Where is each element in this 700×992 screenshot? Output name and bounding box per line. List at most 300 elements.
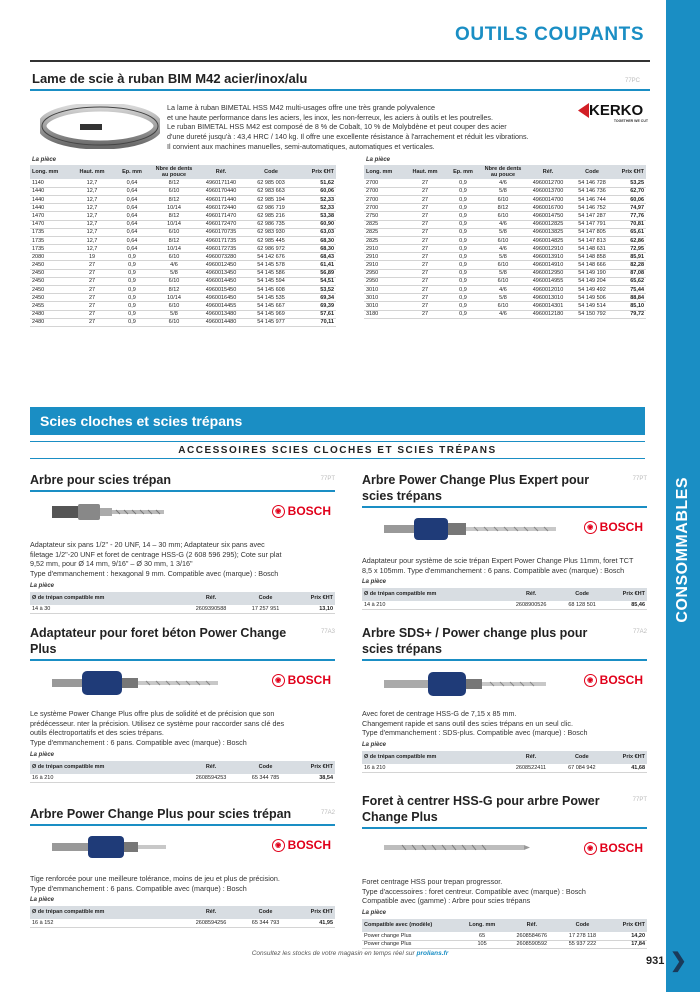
product-card — [30, 625, 335, 800]
table-cell: 65 344 785 — [240, 774, 292, 782]
table-cell: 56,89 — [298, 269, 336, 277]
table-row — [30, 774, 335, 782]
table-cell: 53,38 — [298, 212, 336, 220]
product-la-piece: La pièce — [362, 910, 387, 916]
product-la-piece: La pièce — [30, 583, 55, 589]
table-cell: 2608594253 — [183, 774, 240, 782]
bosch-logo: ◉ BOSCH — [584, 520, 643, 534]
table-cell: 62 985 003 — [244, 179, 298, 187]
table-cell: 54 142 676 — [244, 253, 298, 261]
table-cell: 6/10 — [480, 277, 526, 285]
table-cell: 4960170735 — [198, 228, 244, 236]
table-cell: 62 983 930 — [244, 228, 298, 236]
table-cell: 6/10 — [150, 302, 198, 310]
table-cell: 54 146 728 — [570, 179, 614, 187]
product-la-piece: La pièce — [362, 579, 387, 585]
table-cell: 52,33 — [298, 204, 336, 212]
footer-link[interactable]: prolians.fr — [416, 950, 449, 957]
table-cell: 5/8 — [480, 253, 526, 261]
table-row — [364, 220, 646, 228]
table-cell: 60,06 — [614, 195, 646, 203]
table-cell: 27 — [70, 302, 114, 310]
table-cell: 12,7 — [70, 245, 114, 253]
table-cell: 5/8 — [480, 187, 526, 195]
table-cell: 54 148 631 — [570, 245, 614, 253]
table-row — [30, 253, 336, 261]
table-cell: 0,64 — [114, 204, 150, 212]
kerko-icon — [578, 103, 589, 118]
table-cell: 0,64 — [114, 220, 150, 228]
product-table: Ø de trépan compatible mm Réf. Code Prix €HT 16 à 210 2608522411 67 084 942 41,68 — [362, 751, 647, 773]
table-cell: 62 985 194 — [244, 195, 298, 203]
table-cell: 62,70 — [614, 187, 646, 195]
table-cell: 87,08 — [614, 269, 646, 277]
table-cell: 70,11 — [298, 318, 336, 326]
table-cell: 0,9 — [114, 286, 150, 294]
table-cell: 12,7 — [70, 228, 114, 236]
table-cell: 27 — [404, 302, 446, 310]
table-cell: 1440 — [30, 204, 70, 212]
table-cell: 6/10 — [150, 187, 198, 195]
table-cell: 2700 — [364, 179, 404, 187]
table-cell: 2455 — [30, 302, 70, 310]
table-cell: 2608594256 — [183, 919, 240, 927]
table-cell: 54 146 736 — [570, 187, 614, 195]
table-cell: 2450 — [30, 261, 70, 269]
table-cell: 41,68 — [606, 764, 647, 772]
product-code: 77A2 — [632, 629, 647, 635]
kerko-logo: KERKO TOGETHER WE CUT — [578, 102, 648, 123]
product-title: Arbre SDS+ / Power change plus pour scies trépans — [362, 626, 588, 656]
table-row — [364, 286, 646, 294]
product-image — [382, 514, 562, 549]
product-description: Foret centrage HSS pour trepan progressor. Type d'accessoires : foret centreur. Compatible avec (marque) : Bosch Compatible avec (gamme) : Arbre pour scies trépans — [362, 877, 586, 906]
table-cell: 12,7 — [70, 220, 114, 228]
table-row — [364, 212, 646, 220]
table-cell: 69,39 — [298, 302, 336, 310]
table-cell: 1735 — [30, 245, 70, 253]
product-la-piece: La pièce — [30, 752, 55, 758]
table-cell: 63,03 — [298, 228, 336, 236]
table-cell: 4960172470 — [198, 220, 244, 228]
table-cell: 27 — [404, 236, 446, 244]
bosch-icon: ◉ — [272, 674, 285, 687]
bandsaw-la-piece-right: La pièce — [366, 157, 391, 163]
product-image — [382, 667, 552, 706]
product-title-line — [30, 659, 335, 661]
table-cell: 16 à 210 — [30, 774, 183, 782]
table-cell: 4/6 — [480, 286, 526, 294]
table-cell: 0,9 — [446, 220, 480, 228]
table-cell: 53,25 — [614, 179, 646, 187]
table-row — [30, 310, 336, 318]
table-cell: 54 149 492 — [570, 286, 614, 294]
product-title: Foret à centrer HSS-G pour arbre Power Change Plus — [362, 794, 600, 824]
table-row — [30, 318, 336, 326]
table-cell: 4960171470 — [198, 212, 244, 220]
table-row — [30, 919, 335, 927]
table-cell: 72,95 — [614, 245, 646, 253]
table-cell: 4960012910 — [526, 245, 570, 253]
bandsaw-la-piece-left: La pièce — [32, 157, 57, 163]
product-card — [30, 472, 335, 612]
bosch-icon: ◉ — [272, 505, 285, 518]
table-cell: 0,9 — [114, 318, 150, 326]
product-table: Ø de trépan compatible mm Réf. Code Prix €HT 14 à 30 2609390588 17 257 951 13,10 — [30, 592, 335, 614]
table-cell: 5/8 — [150, 269, 198, 277]
table-cell: 60,06 — [298, 187, 336, 195]
table-cell: 85,46 — [606, 601, 647, 609]
table-cell: 27 — [70, 318, 114, 326]
table-cell: 4960014750 — [526, 212, 570, 220]
side-tab-label: CONSOMMABLES — [674, 477, 691, 623]
table-cell: 2700 — [364, 204, 404, 212]
bosch-logo: ◉ BOSCH — [272, 504, 331, 518]
table-cell: 3010 — [364, 294, 404, 302]
page-title: OUTILS COUPANTS — [455, 24, 645, 45]
table-cell: 74,97 — [614, 204, 646, 212]
table-row — [364, 228, 646, 236]
table-row — [30, 228, 336, 236]
product-code: 77A3 — [320, 629, 335, 635]
section-banner: Scies cloches et scies trépans — [30, 407, 645, 435]
table-cell: 6/10 — [150, 253, 198, 261]
table-cell: 12,7 — [70, 204, 114, 212]
table-cell: 2450 — [30, 294, 70, 302]
table-row — [30, 187, 336, 195]
table-cell: 4960171140 — [198, 179, 244, 187]
table-cell: 70,81 — [614, 220, 646, 228]
table-cell: 65 — [459, 932, 505, 940]
product-card — [30, 806, 335, 941]
bosch-logo: ◉ BOSCH — [584, 673, 643, 687]
table-cell: 4960014480 — [198, 318, 244, 326]
table-cell: 54 149 514 — [570, 302, 614, 310]
table-cell: 0,9 — [114, 261, 150, 269]
table-cell: 8/12 — [150, 286, 198, 294]
table-cell: 4960172440 — [198, 204, 244, 212]
table-cell: 4/6 — [480, 310, 526, 318]
product-card — [362, 625, 647, 790]
table-cell: 4960073280 — [198, 253, 244, 261]
table-cell: 54 145 969 — [244, 310, 298, 318]
bandsaw-code: 77PC — [625, 78, 641, 84]
table-cell: 54 147 805 — [570, 228, 614, 236]
table-cell: 62 986 735 — [244, 220, 298, 228]
table-cell: 85,10 — [614, 302, 646, 310]
table-cell: 79,72 — [614, 310, 646, 318]
product-title: Arbre pour scies trépan — [30, 473, 172, 487]
table-cell: 62 985 445 — [244, 236, 298, 244]
product-table: Ø de trépan compatible mm Réf. Code Prix €HT 14 à 210 2608900526 68 128 501 85,46 — [362, 588, 647, 610]
table-row — [30, 261, 336, 269]
table-cell: 54 145 586 — [244, 269, 298, 277]
table-cell: 6/10 — [150, 228, 198, 236]
table-cell: 38,54 — [292, 774, 335, 782]
table-row — [362, 764, 647, 772]
table-cell: 4960014955 — [526, 277, 570, 285]
table-cell: 2825 — [364, 220, 404, 228]
table-cell: 85,91 — [614, 253, 646, 261]
table-cell: 27 — [70, 286, 114, 294]
table-cell: 67 084 942 — [557, 764, 606, 772]
table-cell: 41,95 — [292, 919, 335, 927]
table-cell: 14 à 210 — [362, 601, 505, 609]
table-row — [362, 601, 647, 609]
table-cell: 54 149 190 — [570, 269, 614, 277]
table-cell: 2450 — [30, 269, 70, 277]
table-cell: 27 — [404, 179, 446, 187]
product-image — [382, 835, 532, 866]
bosch-icon: ◉ — [272, 839, 285, 852]
table-cell: 4960012450 — [198, 261, 244, 269]
table-cell: 4960012825 — [526, 220, 570, 228]
table-cell: 17,84 — [607, 940, 647, 948]
table-cell: 4960012180 — [526, 310, 570, 318]
table-cell: 6/10 — [480, 212, 526, 220]
product-table: Ø de trépan compatible mm Réf. Code Prix €HT 16 à 210 2608594253 65 344 785 38,54 — [30, 761, 335, 783]
table-row — [30, 302, 336, 310]
table-cell: 51,62 — [298, 179, 336, 187]
table-cell: 1440 — [30, 187, 70, 195]
table-row — [362, 940, 647, 948]
table-row — [364, 236, 646, 244]
table-cell: 4/6 — [480, 245, 526, 253]
table-cell: 0,9 — [446, 261, 480, 269]
table-cell: 4/6 — [150, 261, 198, 269]
table-cell: 12,7 — [70, 195, 114, 203]
table-cell: 2950 — [364, 277, 404, 285]
table-row — [30, 220, 336, 228]
product-card — [362, 793, 647, 948]
table-cell: Power change Plus — [362, 940, 459, 948]
table-row — [364, 245, 646, 253]
table-row — [364, 302, 646, 310]
table-cell: 27 — [404, 195, 446, 203]
table-cell: 10/14 — [150, 220, 198, 228]
table-cell: 4960013825 — [526, 228, 570, 236]
table-cell: 6/10 — [480, 195, 526, 203]
table-cell: 6/10 — [480, 302, 526, 310]
table-cell: 3010 — [364, 286, 404, 294]
table-row — [30, 179, 336, 187]
table-cell: 17 278 118 — [558, 932, 606, 940]
table-cell: 4960013910 — [526, 253, 570, 261]
table-cell: 0,9 — [446, 228, 480, 236]
table-cell: 5/8 — [480, 269, 526, 277]
table-cell: 68,30 — [298, 236, 336, 244]
bosch-logo: ◉ BOSCH — [272, 673, 331, 687]
table-cell: 0,64 — [114, 236, 150, 244]
table-cell: 52,33 — [298, 195, 336, 203]
table-cell: 54 145 608 — [244, 286, 298, 294]
table-cell: 14,20 — [607, 932, 647, 940]
bosch-logo: ◉ BOSCH — [272, 838, 331, 852]
table-cell: 2480 — [30, 318, 70, 326]
table-cell: 54 145 578 — [244, 261, 298, 269]
table-cell: 1735 — [30, 228, 70, 236]
table-row — [30, 212, 336, 220]
table-cell: 27 — [404, 228, 446, 236]
table-row — [30, 245, 336, 253]
table-cell: 0,9 — [446, 294, 480, 302]
table-row — [364, 187, 646, 195]
product-code: 77PT — [320, 476, 335, 482]
table-cell: 62 986 719 — [244, 204, 298, 212]
table-cell: 88,84 — [614, 294, 646, 302]
table-cell: 2609390588 — [183, 605, 240, 613]
table-cell: 4960016700 — [526, 204, 570, 212]
table-cell: 27 — [404, 310, 446, 318]
bandsaw-image — [40, 104, 160, 154]
table-row — [364, 310, 646, 318]
table-cell: 12,7 — [70, 236, 114, 244]
product-description: Tige renforcée pour une meilleure tolérance, moins de jeu et plus de précision. Type d'emmanchement : 6 pans. Compatible avec (marque) : Bosch — [30, 874, 280, 893]
table-cell: 10/14 — [150, 294, 198, 302]
table-cell: 4960012010 — [526, 286, 570, 294]
bosch-logo: ◉ BOSCH — [584, 841, 643, 855]
table-cell: 27 — [404, 261, 446, 269]
table-cell: 62,86 — [614, 236, 646, 244]
bandsaw-table-right: Long. mm Haut. mm Ep. mm Nbre de dents au pouce Réf. Code Prix €HT 2700 27 0,9 4/6 4960012700 54 146 728 53,25 2700 27 0,9 5/8 4960013700 54 146 736 62,70 2700 27 0,9 6/10 4960014700 54 146 744 60,06 2700 27 0,9 8/12 4960016700 54 146 752 74,97 2750 27 0,9 6/10 4960014750 54 147 287 77,76 2825 27 0,9 4/6 4960012825 54 147 791 70,81 2825 27 0,9 5/8 4960013825 54 147 805 65,61 2825 27 0,9 6/10 4960014825 54 147 813 62,86 2910 27 0,9 4/6 4960012910 54 148 631 72,95 2910 27 0,9 5/8 4960013910 54 148 858 85,91 2910 27 0,9 6/10 4960014910 54 148 666 82,28 2950 27 0,9 5/8 4960012950 54 149 190 87,08 2950 27 0,9 6/10 4960014955 54 149 204 65,62 3010 27 0,9 4/6 4960012010 54 149 492 75,44 3010 27 0,9 5/8 4960013010 54 149 506 88,84 3010 27 0,9 6/10 4960014301 54 149 514 85,10 3180 27 0,9 4/6 4960012180 54 150 792 79,72 — [366, 166, 644, 318]
table-cell: 55 937 222 — [558, 940, 606, 948]
table-cell: 65,62 — [614, 277, 646, 285]
table-row — [364, 195, 646, 203]
table-cell: 4960014455 — [198, 302, 244, 310]
table-cell: 2910 — [364, 253, 404, 261]
table-cell: 2825 — [364, 228, 404, 236]
table-cell: 1440 — [30, 195, 70, 203]
table-cell: 0,64 — [114, 187, 150, 195]
bosch-icon: ◉ — [584, 521, 597, 534]
table-row — [364, 261, 646, 269]
table-row — [362, 932, 647, 940]
table-row — [30, 294, 336, 302]
table-cell: 27 — [70, 294, 114, 302]
product-la-piece: La pièce — [362, 742, 387, 748]
table-row — [30, 269, 336, 277]
table-cell: 0,9 — [114, 277, 150, 285]
table-cell: 8/12 — [480, 204, 526, 212]
table-cell: 2480 — [30, 310, 70, 318]
table-cell: 4/6 — [480, 179, 526, 187]
product-title: Arbre Power Change Plus Expert pour scies trépans — [362, 473, 590, 503]
table-cell: 54 147 791 — [570, 220, 614, 228]
table-cell: 0,9 — [114, 253, 150, 261]
table-cell: 0,9 — [114, 302, 150, 310]
table-cell: 0,9 — [446, 277, 480, 285]
table-cell: 54 146 744 — [570, 195, 614, 203]
product-image — [50, 832, 170, 867]
table-cell: 12,7 — [70, 212, 114, 220]
table-cell: 2700 — [364, 187, 404, 195]
table-cell: 65,61 — [614, 228, 646, 236]
table-cell: 82,28 — [614, 261, 646, 269]
product-table: Compatible avec (modèle) Long. mm Réf. Code Prix €HT Power change Plus 65 2608584676 17 278 118 14,20 Power change Plus 105 2608590592 55 937 222 17,84 — [362, 919, 647, 949]
table-row — [364, 179, 646, 187]
table-cell: 27 — [70, 310, 114, 318]
table-cell: 0,9 — [446, 236, 480, 244]
table-cell: 2910 — [364, 245, 404, 253]
table-cell: 2450 — [30, 277, 70, 285]
table-cell: 4960014450 — [198, 277, 244, 285]
table-cell: 54 149 506 — [570, 294, 614, 302]
table-cell: Power change Plus — [362, 932, 459, 940]
product-image — [50, 667, 225, 704]
table-cell: 2450 — [30, 286, 70, 294]
table-cell: 4960014910 — [526, 261, 570, 269]
table-cell: 2608900526 — [505, 601, 558, 609]
table-cell: 16 à 210 — [362, 764, 505, 772]
table-cell: 17 257 951 — [240, 605, 292, 613]
table-cell: 27 — [404, 253, 446, 261]
product-code: 77A2 — [320, 810, 335, 816]
table-cell: 0,9 — [446, 204, 480, 212]
table-cell: 10/14 — [150, 204, 198, 212]
table-cell: 16 à 152 — [30, 919, 183, 927]
table-cell: 2910 — [364, 261, 404, 269]
table-cell: 0,9 — [446, 195, 480, 203]
table-cell: 0,9 — [114, 294, 150, 302]
table-cell: 62 985 216 — [244, 212, 298, 220]
product-title-line — [30, 824, 335, 826]
table-cell: 2608584676 — [505, 932, 558, 940]
table-cell: 1140 — [30, 179, 70, 187]
table-cell: 27 — [404, 204, 446, 212]
table-cell: 3180 — [364, 310, 404, 318]
table-cell: 4960013450 — [198, 269, 244, 277]
table-row — [364, 253, 646, 261]
table-cell: 27 — [404, 245, 446, 253]
table-cell: 5/8 — [480, 228, 526, 236]
table-cell: 4960171440 — [198, 195, 244, 203]
table-cell: 1470 — [30, 212, 70, 220]
next-page-icon[interactable]: ❯ — [670, 950, 687, 972]
product-title-line — [362, 506, 647, 508]
table-cell: 27 — [70, 269, 114, 277]
accessories-heading: ACCESSOIRES SCIES CLOCHES ET SCIES TRÉPANS — [30, 441, 645, 459]
table-cell: 4960170440 — [198, 187, 244, 195]
table-cell: 0,64 — [114, 228, 150, 236]
table-cell: 4960012950 — [526, 269, 570, 277]
table-cell: 5/8 — [480, 294, 526, 302]
table-cell: 3010 — [364, 302, 404, 310]
table-cell: 54 148 858 — [570, 253, 614, 261]
bandsaw-description: La lame à ruban BIMETAL HSS M42 multi-usages offre une très grande polyvalence et une haute performance dans les aciers, les inox, les non-ferreux, les aciers à outils et les poutrelles. Le ruban BIMETAL HSS M42 est composé de 8 % de Cobalt, 10 % de Molybdène et peut couper des acier d'une dureté jusqu'à : 43,4 HRC / 140 kg. Il offre une excellente résistance à l'arrachement et réduit les vibrations. Il convient aux machines manuelles, semi-automatiques, automatiques et verticales. — [167, 103, 529, 151]
product-title-line — [30, 490, 335, 492]
product-description: Adaptateur six pans 1/2" - 20 UNF, 14 – 30 mm; Adaptateur six pans avec filetage 1/2"-20 UNF et foret de centrage HSS-G (2 608 596 295); Cote sur plat 9,52 mm, pour Ø 14 mm, 9/16" – Ø 30 mm, 1 3/16" Type d'emmanchement : hexagonal 9 mm. Compatible avec (marque) : Bosch — [30, 540, 282, 579]
table-cell: 54 149 204 — [570, 277, 614, 285]
table-cell: 4960014825 — [526, 236, 570, 244]
bandsaw-table-left: Long. mm Haut. mm Ep. mm Nbre de dents au pouce Réf. Code Prix €HT 1140 12,7 0,64 8/12 4960171140 62 985 003 51,62 1440 12,7 0,64 6/10 4960170440 62 983 663 60,06 1440 12,7 0,64 8/12 4960171440 62 985 194 52,33 1440 12,7 0,64 10/14 4960172440 62 986 719 52,33 1470 12,7 0,64 8/12 4960171470 62 985 216 53,38 1470 12,7 0,64 10/14 4960172470 62 986 735 60,90 1735 12,7 0,64 6/10 4960170735 62 983 930 63,03 1735 12,7 0,64 8/12 4960171735 62 985 445 68,30 1735 12,7 0,64 10/14 4960172735 62 986 972 68,30 2080 19 0,9 6/10 4960073280 54 142 676 68,43 2450 27 0,9 4/6 4960012450 54 145 578 61,41 2450 27 0,9 5/8 4960013450 54 145 586 56,89 2450 27 0,9 6/10 4960014450 54 145 594 54,51 2450 27 0,9 8/12 4960015450 54 145 608 53,52 2450 27 0,9 10/14 4960016450 54 145 535 69,34 2455 27 0,9 6/10 4960014455 54 145 667 69,39 2480 27 0,9 5/8 4960013480 54 145 969 57,61 2480 27 0,9 6/10 4960014480 54 145 977 70,11 — [32, 166, 334, 326]
table-cell: 54 146 752 — [570, 204, 614, 212]
table-cell: 4960016450 — [198, 294, 244, 302]
table-cell: 4/6 — [480, 220, 526, 228]
table-cell: 2608522411 — [505, 764, 558, 772]
table-cell: 2700 — [364, 195, 404, 203]
product-card — [362, 472, 647, 612]
table-row — [30, 204, 336, 212]
table-cell: 54 147 287 — [570, 212, 614, 220]
table-cell: 27 — [70, 261, 114, 269]
product-image — [50, 498, 170, 531]
table-cell: 27 — [404, 212, 446, 220]
table-cell: 0,9 — [446, 245, 480, 253]
table-cell: 68,43 — [298, 253, 336, 261]
table-cell: 4960012700 — [526, 179, 570, 187]
table-cell: 0,9 — [114, 269, 150, 277]
table-cell: 12,7 — [70, 187, 114, 195]
